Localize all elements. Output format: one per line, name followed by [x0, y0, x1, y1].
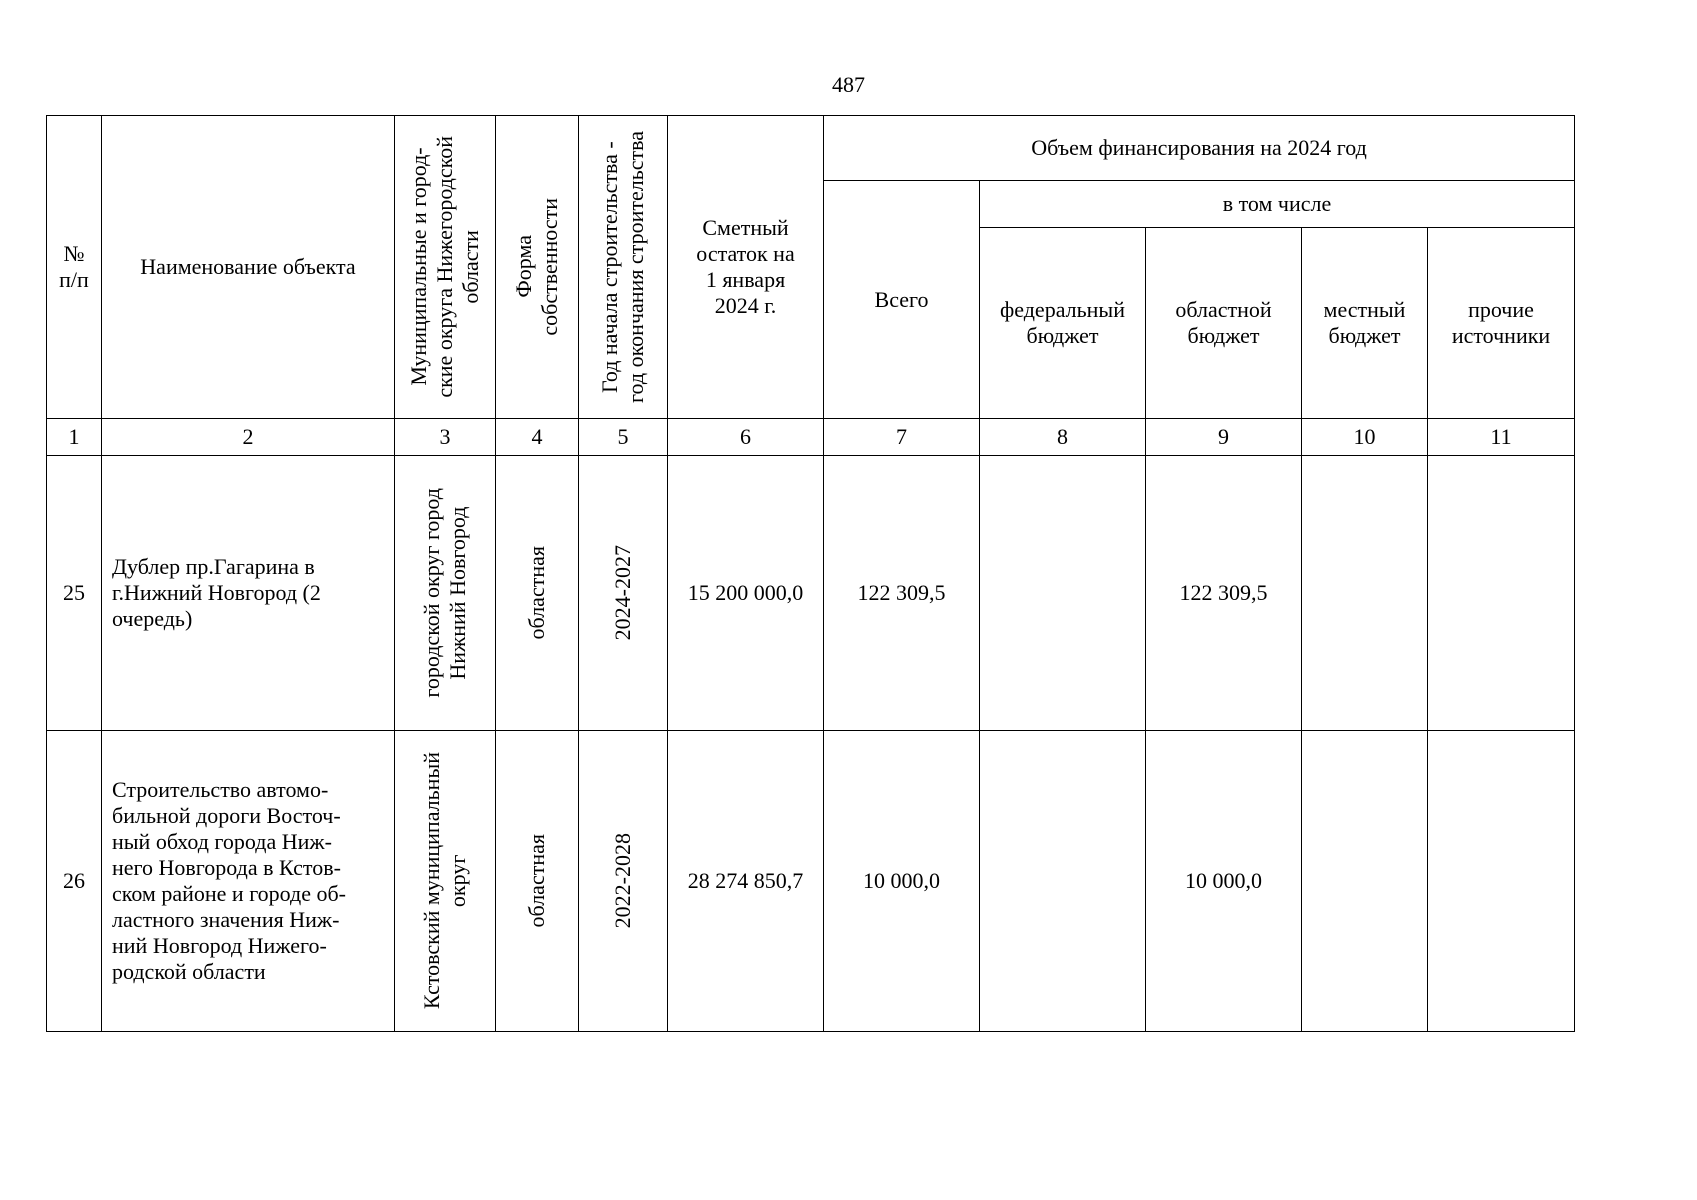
table-row: [47, 456, 1575, 731]
row-local: [1302, 456, 1428, 731]
row-federal: [980, 731, 1146, 1032]
row-name: Дублер пр.Гагарина в г.Нижний Новгород (2 очередь): [102, 456, 395, 731]
row-ownership: областная: [524, 546, 550, 640]
header-federal: федеральный бюджет: [980, 228, 1146, 419]
row-years: 2022-2028: [610, 833, 636, 929]
header-ownership-cell: [496, 116, 579, 419]
header-years: Год начала строительства - год окончания строительства: [597, 131, 648, 403]
page-number: 487: [832, 72, 865, 97]
row-district: городской округ город Нижний Новгород: [419, 488, 470, 698]
row-district-cell: [395, 731, 496, 1032]
header-other: прочие источники: [1428, 228, 1575, 419]
row-other: [1428, 456, 1575, 731]
row-ownership: областная: [524, 834, 550, 928]
column-number: 1: [47, 419, 102, 456]
header-including: в том числе: [980, 181, 1575, 228]
column-number: 5: [579, 419, 668, 456]
row-no: 26: [47, 731, 102, 1032]
row-estimate: 28 274 850,7: [668, 731, 824, 1032]
row-local: [1302, 731, 1428, 1032]
header-total: Всего: [824, 181, 980, 419]
header-local: местный бюджет: [1302, 228, 1428, 419]
row-regional: 10 000,0: [1146, 731, 1302, 1032]
row-total: 10 000,0: [824, 731, 980, 1032]
column-number: 3: [395, 419, 496, 456]
header-funding: Объем финансирования на 2024 год: [824, 116, 1575, 181]
column-number: 2: [102, 419, 395, 456]
header-name: Наименование объекта: [102, 116, 395, 419]
row-district: Кстовский муниципальный округ: [419, 752, 470, 1010]
header-no: № п/п: [47, 116, 102, 419]
column-number: 10: [1302, 419, 1428, 456]
row-years-cell: [579, 731, 668, 1032]
row-name: Строительство автомо- бильной дороги Восточ- ный обход города Ниж- него Новгорода в Кстов- ском районе и городе об- ластного значения Ниж- ний Новгород Нижего- родской области: [102, 731, 395, 1032]
column-number: 4: [496, 419, 579, 456]
row-ownership-cell: [496, 456, 579, 731]
header-district: Муниципальные и город- ские округа Нижегородской области: [406, 136, 483, 398]
row-years-cell: [579, 456, 668, 731]
column-number-row: [47, 419, 1575, 456]
column-number: 6: [668, 419, 824, 456]
row-district-cell: [395, 456, 496, 731]
column-number: 7: [824, 419, 980, 456]
row-other: [1428, 731, 1575, 1032]
row-no: 25: [47, 456, 102, 731]
financing-table: [46, 115, 1575, 1032]
column-number: 9: [1146, 419, 1302, 456]
column-number: 8: [980, 419, 1146, 456]
row-regional: 122 309,5: [1146, 456, 1302, 731]
header-district-cell: [395, 116, 496, 419]
header-years-cell: [579, 116, 668, 419]
column-number: 11: [1428, 419, 1575, 456]
row-estimate: 15 200 000,0: [668, 456, 824, 731]
row-ownership-cell: [496, 731, 579, 1032]
table-row: [47, 731, 1575, 1032]
row-federal: [980, 456, 1146, 731]
header-ownership: Форма собственности: [511, 198, 562, 336]
row-total: 122 309,5: [824, 456, 980, 731]
header-estimate: Сметный остаток на 1 января 2024 г.: [668, 116, 824, 419]
row-years: 2024-2027: [610, 545, 636, 641]
header-regional: областной бюджет: [1146, 228, 1302, 419]
